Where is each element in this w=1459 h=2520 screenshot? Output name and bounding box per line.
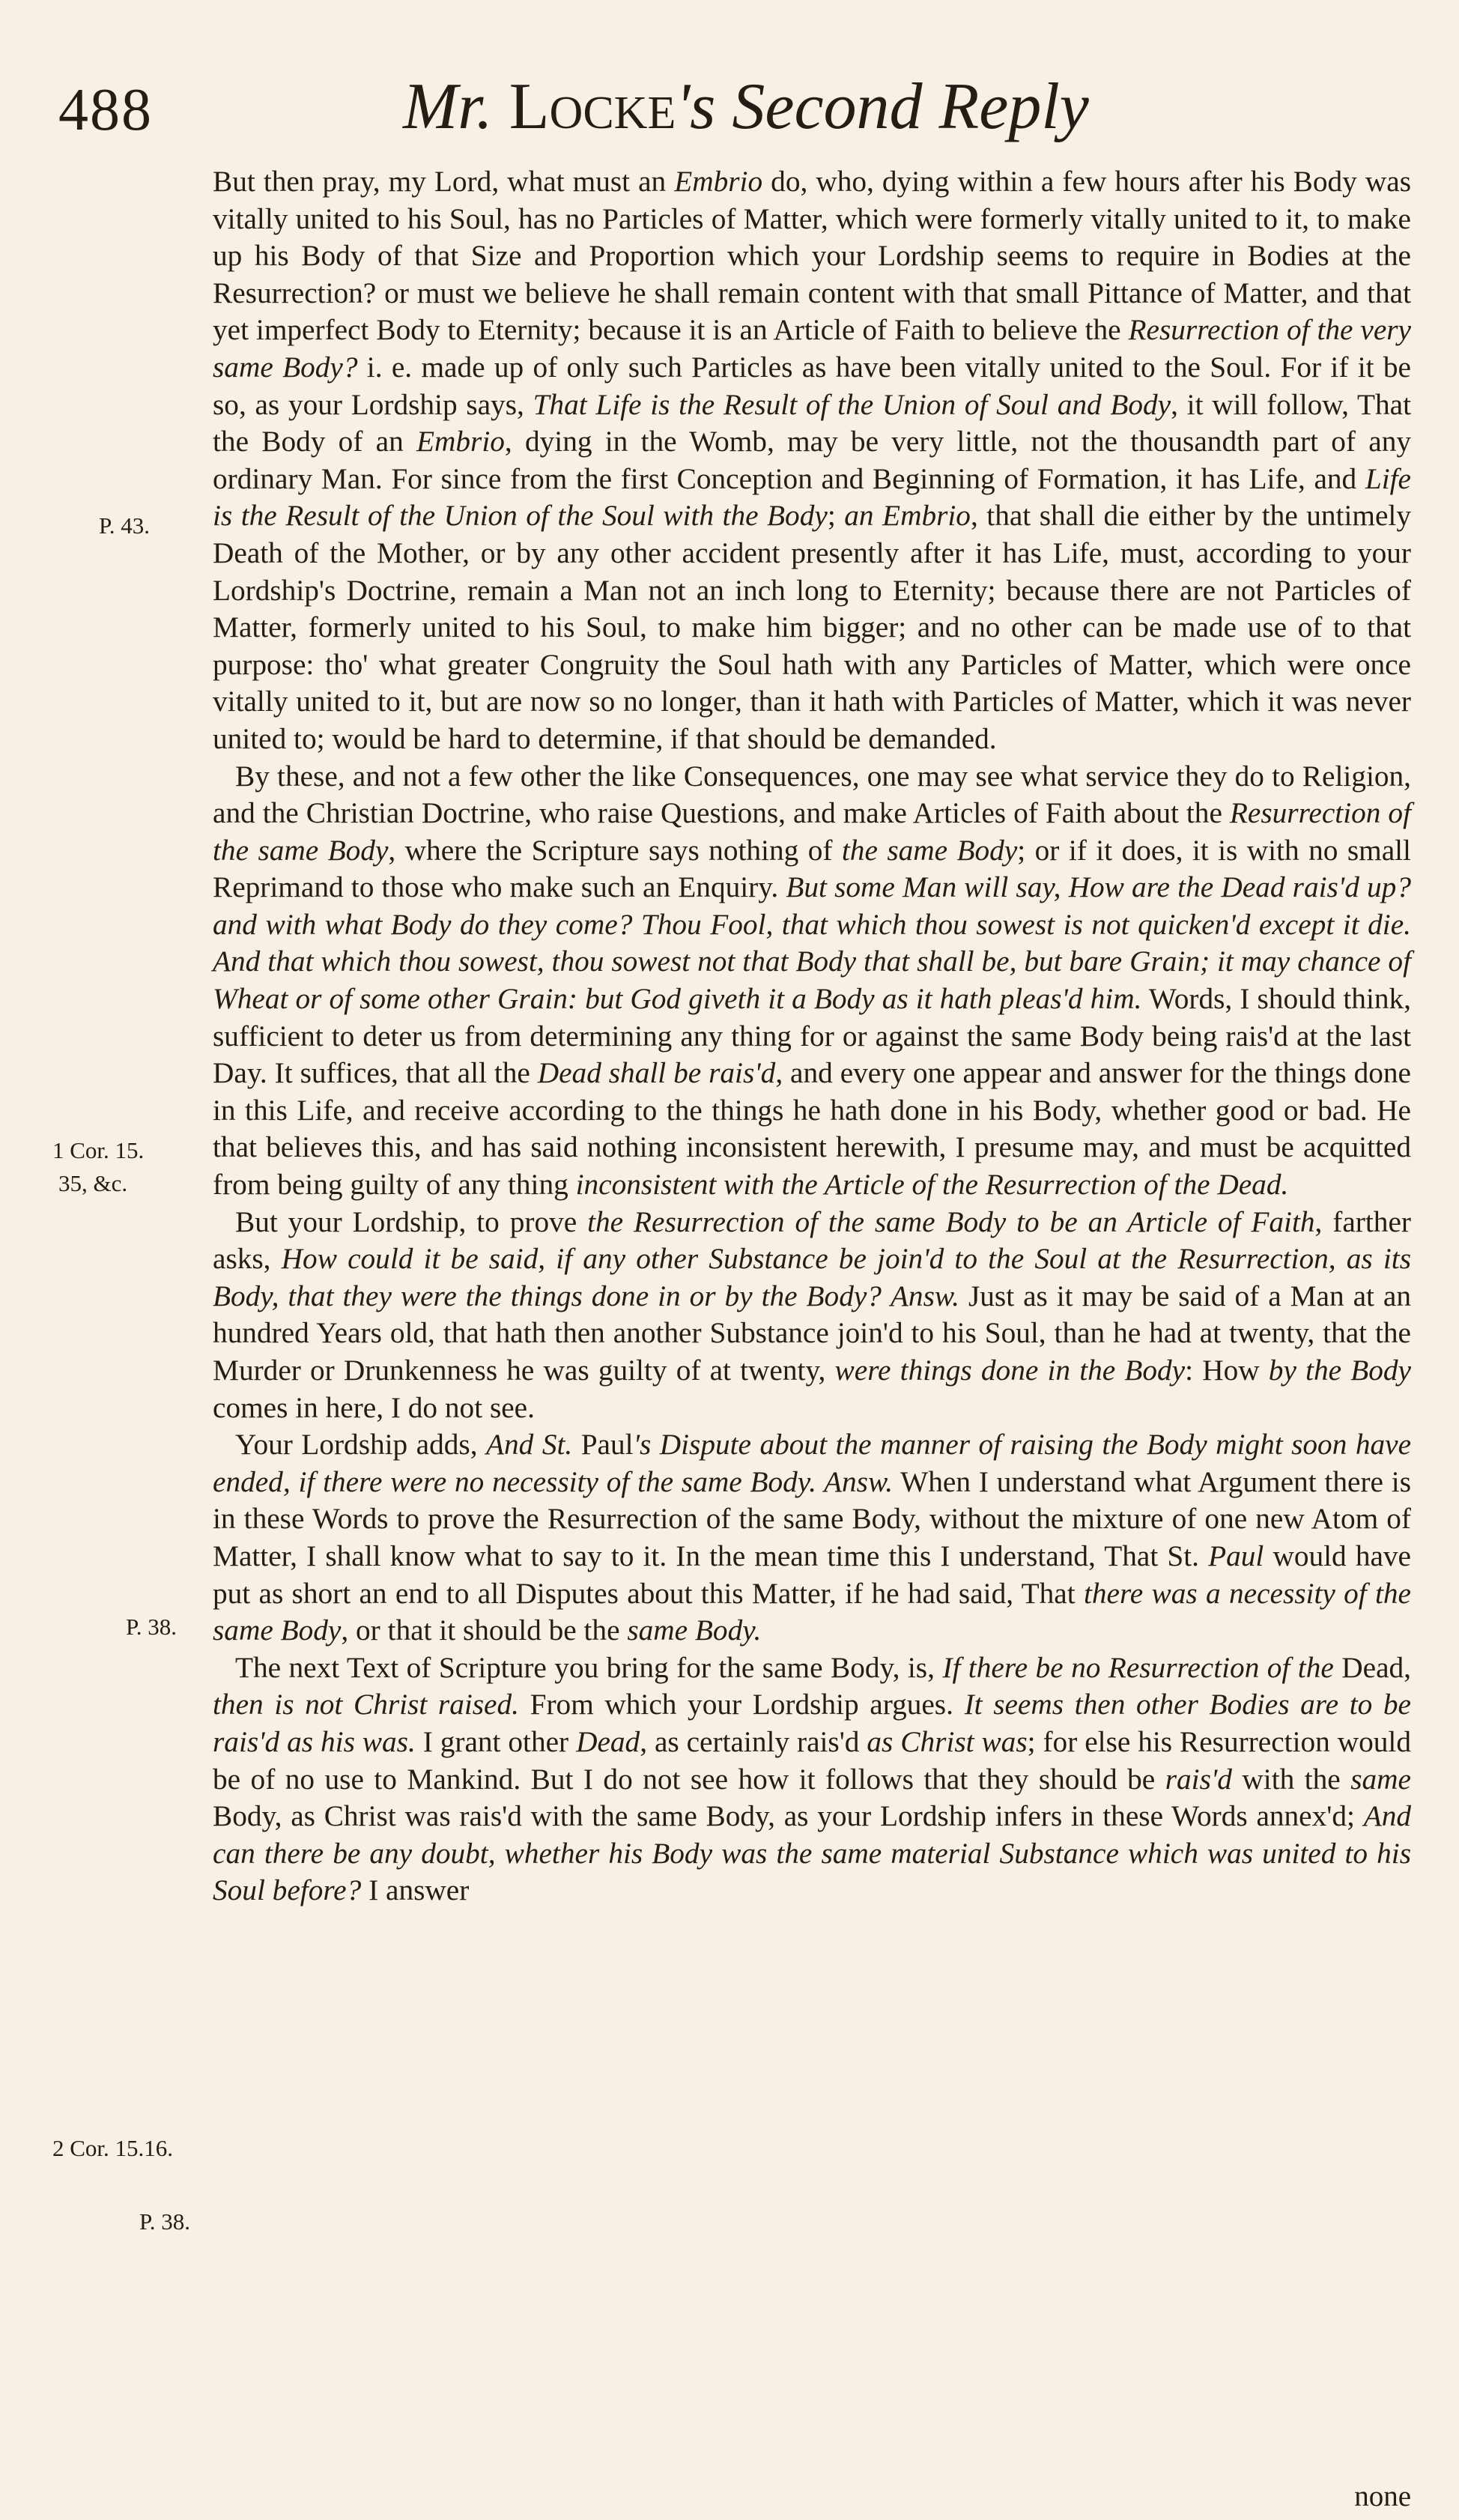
- running-title: [403, 69, 1089, 145]
- margin-note: P. 38.: [126, 1614, 178, 1640]
- paragraph-article-of-faith: But your Lordship, to prove the Resurrection of the same Body to be an Article of Faith, farther asks, How could it be said, if any other Substance be join'd to the Soul at the Resurrection, as its Body, that they were the things done in or by the Body? Answ. Just as it may be said of a Man at an hundred Years old, that hath then another Substance join'd to his Soul, than he had at twenty, that the Murder or Drunkenness he was guilty of at twenty, were things done in the Body: How by the Body comes in here, I do not see.: [213, 1205, 1411, 1424]
- running-title-name: Locke: [509, 70, 676, 143]
- catchword: none: [1354, 2480, 1411, 2513]
- margin-note: 2 Cor. 15.16.: [52, 2135, 174, 2161]
- margin-note: 1 Cor. 15.: [52, 1137, 145, 1163]
- margin-note: P. 43.: [99, 512, 151, 539]
- page-header: [58, 69, 1407, 166]
- paragraph-consequences: By these, and not a few other the like Consequences, one may see what service they do to Religion, and the Christian Doctrine, who raise Questions, and make Articles of Faith about the Resurrection of the same Body, where the Scripture says nothing of the same Body; or if it does, it is with no small Reprimand to those who make such an Enquiry. But some Man will say, How are the Dead rais'd up? and with what Body do they come? Thou Fool, that which thou sowest is not quicken'd except it die. And that which thou sowest, thou sowest not that Body that shall be, but bare Grain; it may chance of Wheat or of some other Grain: but God giveth it a Body as it hath pleas'd him. Words, I should think, sufficient to deter us from determining any thing for or against the same Body being rais'd at the last Day. It suffices, that all the Dead shall be rais'd, and every one appear and answer for the things done in this Life, and receive according to the things he hath done in his Body, whether good or bad. He that believes this, and has said nothing inconsistent herewith, I presume may, and must be acquitted from being guilty of any thing inconsistent with the Article of the Resurrection of the Dead.: [213, 759, 1412, 1202]
- body-text: [213, 163, 1411, 1909]
- margin-note: P. 38.: [139, 2208, 191, 2235]
- running-title-pre: Mr.: [403, 70, 509, 143]
- margin-note: 35, &c.: [58, 1170, 128, 1196]
- running-title-post: 's Second Reply: [676, 70, 1089, 143]
- paragraph-st-paul: Your Lordship adds, And St. Paul's Dispute about the manner of raising the Body might soon have ended, if there were no necessity of the same Body. Answ. When I understand what Argument there is in these Words to prove the Resurrection of the same Body, without the mixture of one new Atom of Matter, I shall know what to say to it. In the mean time this I understand, That St. Paul would have put as short an end to all Disputes about this Matter, if he had said, That there was a necessity of the same Body, or that it should be the same Body.: [213, 1428, 1412, 1647]
- page-number: 488: [58, 77, 153, 143]
- paragraph-embrio: But then pray, my Lord, what must an Embrio do, who, dying within a few hours after his Body was vitally united to his Soul, has no Particles of Matter, which were formerly vitally united to it, to make up his Body of that Size and Proportion which your Lordship seems to require in Bodies at the Resurrection? or must we believe he shall remain content with that small Pittance of Matter, and that yet imperfect Body to Eternity; because it is an Article of Faith to believe the Resurrection of the very same Body? i. e. made up of only such Particles as have been vitally united to the Soul. For if it be so, as your Lordship says, That Life is the Result of the Union of Soul and Body, it will follow, That the Body of an Embrio, dying in the Womb, may be very little, not the thousandth part of any ordinary Man. For since from the first Conception and Beginning of Formation, it has Life, and Life is the Result of the Union of the Soul with the Body; an Embrio, that shall die either by the untimely Death of the Mother, or by any other accident presently after it has Life, must, according to your Lordship's Doctrine, remain a Man not an inch long to Eternity; because there are not Particles of Matter, formerly united to his Soul, to make him bigger; and no other can be made use of to that purpose: tho' what greater Congruity the Soul hath with any Particles of Matter, which were once vitally united to it, but are now so no longer, than it hath with Particles of Matter, which it was never united to; would be hard to determine, if that should be demanded.: [213, 165, 1411, 755]
- paragraph-next-text: The next Text of Scripture you bring for the same Body, is, If there be no Resurrection of the Dead, then is not Christ raised. From which your Lordship argues. It seems then other Bodies are to be rais'd as his was. I grant other Dead, as certainly rais'd as Christ was; for else his Resurrection would be of no use to Mankind. But I do not see how it follows that they should be rais'd with the same Body, as Christ was rais'd with the same Body, as your Lordship infers in these Words annex'd; And can there be any doubt, whether his Body was the same material Substance which was united to his Soul before? I answer: [213, 1650, 1411, 1907]
